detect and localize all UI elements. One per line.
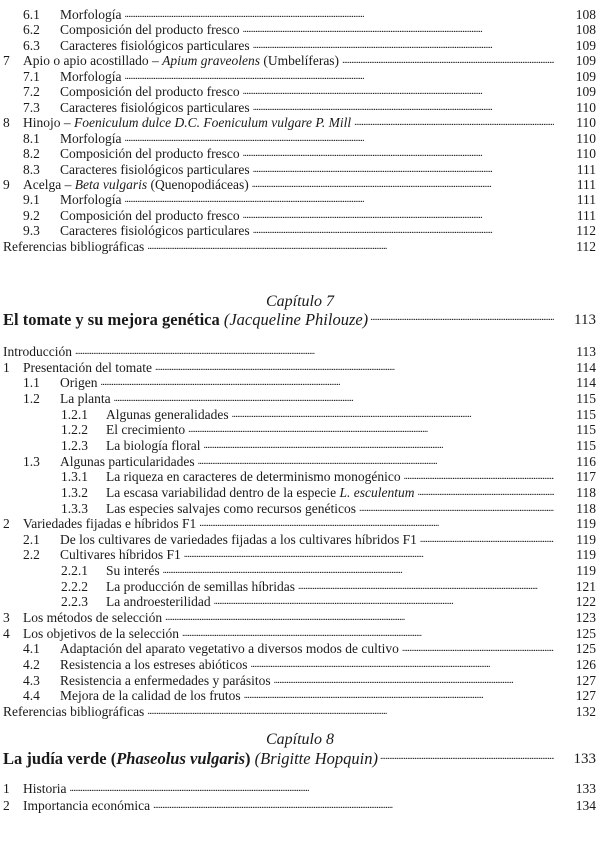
entry-title <box>106 438 554 454</box>
page-number: 115 <box>576 390 596 406</box>
page-number: 111 <box>576 207 596 223</box>
page-number: 121 <box>575 578 596 594</box>
title-segment: Cultivares híbridos F1 <box>60 547 181 563</box>
entry-title <box>23 53 554 69</box>
title-segment: La planta <box>60 390 111 406</box>
entry-number: 1.2.2 <box>61 422 88 438</box>
toc-entry[interactable] <box>0 239 600 255</box>
entry-title <box>106 563 554 579</box>
toc-entry[interactable] <box>0 177 600 193</box>
toc-entry[interactable] <box>0 131 600 147</box>
dot-leader <box>418 485 554 501</box>
entry-title <box>60 657 554 673</box>
entry-number: 8.2 <box>23 146 40 162</box>
toc-entry[interactable] <box>0 69 600 85</box>
toc-entry[interactable] <box>0 162 600 178</box>
toc-entry[interactable] <box>0 454 600 470</box>
page-number: 115 <box>576 406 596 422</box>
entry-title <box>60 192 554 208</box>
dot-leader <box>155 360 554 376</box>
entry-title <box>60 391 554 407</box>
dot-leader <box>354 115 554 131</box>
title-segment: Caracteres fisiológicos particulares <box>60 99 250 115</box>
title-segment: Apium graveolens <box>162 53 260 69</box>
toc-entry[interactable] <box>0 579 600 595</box>
page-number: 110 <box>576 130 596 146</box>
entry-title <box>60 673 554 689</box>
entry-number: 6.3 <box>23 37 40 53</box>
entry-title <box>60 100 554 116</box>
title-segment: Mejora de la calidad de los frutos <box>60 688 241 704</box>
page-number: 119 <box>576 547 596 563</box>
toc-entry[interactable] <box>0 469 600 485</box>
toc-entry[interactable] <box>0 7 600 23</box>
toc-entry[interactable] <box>0 360 600 376</box>
page-number: 109 <box>575 84 596 100</box>
dot-leader <box>250 657 554 673</box>
title-segment: Morfología <box>60 68 122 84</box>
dot-leader <box>252 177 554 193</box>
toc-entry[interactable] <box>0 657 600 673</box>
page-number: 133 <box>575 781 596 796</box>
page-number: 114 <box>576 359 596 375</box>
toc-entry[interactable] <box>0 115 600 131</box>
toc-entry[interactable] <box>0 626 600 642</box>
title-segment: Adaptación del aparato vegetativo a diversos modos de cultivo <box>60 641 399 657</box>
dot-leader <box>370 310 554 330</box>
dot-leader <box>75 344 554 360</box>
chapter-page-number: 133 <box>573 751 596 767</box>
chapter-label: Capítulo 7 <box>265 293 334 310</box>
page-number: 116 <box>576 453 596 469</box>
entry-title <box>106 422 554 438</box>
page-number: 126 <box>575 657 596 672</box>
entry-title <box>106 501 554 517</box>
chapter-title <box>3 310 554 330</box>
title-segment: El crecimiento <box>106 422 186 438</box>
title-segment: Caracteres fisiológicos particulares <box>60 223 250 239</box>
chapter-label: Capítulo 8 <box>265 731 334 748</box>
toc-entry[interactable] <box>0 208 600 224</box>
page-number: 109 <box>575 37 596 53</box>
title-segment: Phaseolus vulgaris <box>116 749 246 768</box>
title-segment: ) <box>245 749 251 768</box>
title-segment: (Umbelíferas) <box>259 53 340 69</box>
page-number: 125 <box>575 641 596 657</box>
entry-title <box>23 115 554 131</box>
entry-number: 2.2.1 <box>61 563 88 579</box>
page-number: 112 <box>576 223 596 239</box>
title-segment: Referencias bibliográficas <box>3 238 145 254</box>
entry-number: 4.1 <box>23 641 40 657</box>
entry-title <box>60 22 554 38</box>
dot-leader <box>420 532 554 548</box>
dot-leader <box>214 594 554 610</box>
title-segment: Algunas particularidades <box>60 453 195 469</box>
page-number: 119 <box>576 516 596 532</box>
page-number: 115 <box>576 437 596 453</box>
dot-leader <box>243 84 554 100</box>
dot-leader <box>70 781 555 797</box>
entry-number: 2.2.3 <box>61 594 88 610</box>
entry-number: 3 <box>3 610 10 626</box>
page-number: 134 <box>575 797 596 813</box>
chapter-title <box>3 749 554 769</box>
entry-number: 1.3 <box>23 453 40 469</box>
entry-title <box>60 208 554 224</box>
title-segment: Las especies salvajes como recursos genéticos <box>106 500 357 516</box>
toc-entry[interactable] <box>0 547 600 563</box>
entry-number: 2 <box>3 516 10 532</box>
entry-number: 6.2 <box>23 22 40 38</box>
dot-leader <box>404 469 554 485</box>
title-segment: Caracteres fisiológicos particulares <box>60 37 250 53</box>
entry-title <box>60 38 554 54</box>
dot-leader <box>380 749 554 769</box>
title-segment: Morfología <box>60 130 122 146</box>
dot-leader <box>253 38 554 54</box>
dot-leader <box>125 131 555 147</box>
chapter-title-entry[interactable] <box>3 749 600 769</box>
entry-number: 7.3 <box>23 99 40 115</box>
entry-title <box>23 360 554 376</box>
dot-leader <box>359 501 554 517</box>
toc-entry[interactable] <box>0 610 600 626</box>
dot-leader <box>125 7 555 23</box>
toc-entry[interactable] <box>0 704 600 720</box>
entry-number: 4.4 <box>23 688 40 704</box>
dot-leader <box>253 162 554 178</box>
entry-number: 9.1 <box>23 192 40 208</box>
entry-number: 6.1 <box>23 7 40 22</box>
title-segment: Composición del producto fresco <box>60 207 240 223</box>
dot-leader <box>298 579 554 595</box>
dot-leader <box>188 422 554 438</box>
toc-entry[interactable] <box>0 641 600 657</box>
entry-title <box>106 469 554 485</box>
entry-title <box>3 239 554 255</box>
entry-number: 1.3.1 <box>61 469 88 485</box>
entry-title <box>3 344 554 360</box>
toc-entry[interactable] <box>0 407 600 423</box>
entry-title <box>60 223 554 239</box>
entry-number: 2.2.2 <box>61 578 88 594</box>
dot-leader <box>203 438 554 454</box>
entry-title <box>23 516 554 532</box>
page-number: 119 <box>576 531 596 547</box>
title-segment: (Quenopodiáceas) <box>147 176 249 192</box>
title-segment: Su interés <box>106 563 160 579</box>
entry-number: 7 <box>3 53 10 69</box>
dot-leader <box>125 192 555 208</box>
page-number: 127 <box>575 688 596 704</box>
toc-entry[interactable] <box>0 798 600 814</box>
title-segment: Apio o apio acostillado – <box>23 53 163 69</box>
toc-entry[interactable] <box>0 100 600 116</box>
entry-number: 8.1 <box>23 130 40 146</box>
title-segment: (Brigitte Hopquin) <box>250 749 378 768</box>
title-segment: La producción de semillas híbridas <box>106 578 295 594</box>
page-number: 123 <box>575 610 596 626</box>
title-segment: Composición del producto fresco <box>60 84 240 100</box>
entry-number: 1.1 <box>23 375 40 391</box>
page-number: 110 <box>576 115 596 131</box>
entry-number: 7.2 <box>23 84 40 100</box>
entry-title <box>23 610 554 626</box>
toc-entry[interactable] <box>0 438 600 454</box>
entry-title <box>106 594 554 610</box>
title-segment: L. esculentum <box>339 484 415 500</box>
entry-title <box>106 407 554 423</box>
dot-leader <box>342 53 554 69</box>
page-number: 125 <box>575 625 596 641</box>
title-segment: Origen <box>60 375 98 391</box>
dot-leader <box>199 516 554 532</box>
dot-leader <box>165 610 554 626</box>
entry-number: 4 <box>3 625 10 641</box>
entry-number: 1.3.3 <box>61 500 88 516</box>
entry-number: 2.1 <box>23 531 40 547</box>
title-segment: Algunas generalidades <box>106 406 229 422</box>
page-number: 132 <box>575 703 596 719</box>
toc-entry[interactable] <box>0 344 600 360</box>
page-number: 111 <box>576 192 596 208</box>
entry-title <box>60 84 554 100</box>
page-number: 118 <box>576 500 596 516</box>
title-segment: Presentación del tomate <box>23 359 152 375</box>
toc-entry[interactable] <box>0 391 600 407</box>
toc-entry[interactable] <box>0 53 600 69</box>
title-segment: Resistencia a enfermedades y parásitos <box>60 672 271 688</box>
dot-leader <box>163 563 554 579</box>
title-segment: Resistencia a los estreses abióticos <box>60 657 248 672</box>
entry-title <box>60 69 554 85</box>
toc-entry[interactable] <box>0 22 600 38</box>
chapter-title-entry[interactable] <box>3 310 600 330</box>
title-segment: La riqueza en caracteres de determinismo monogénico <box>106 469 401 485</box>
page-number: 119 <box>576 563 596 579</box>
dot-leader <box>182 626 554 642</box>
page-number: 122 <box>575 594 596 610</box>
entry-title <box>60 532 554 548</box>
entry-number: 2 <box>3 797 10 813</box>
page-number: 108 <box>575 22 596 38</box>
toc-entry[interactable] <box>0 485 600 501</box>
entry-number: 4.3 <box>23 672 40 688</box>
dot-leader <box>153 798 554 814</box>
dot-leader <box>243 208 554 224</box>
dot-leader <box>184 547 554 563</box>
entry-number: 1 <box>3 359 10 375</box>
toc-entry[interactable] <box>0 673 600 689</box>
page-number: 127 <box>575 672 596 688</box>
title-segment: Acelga – <box>23 176 75 192</box>
title-segment: Importancia económica <box>23 797 151 813</box>
entry-number: 1.2.3 <box>61 437 88 453</box>
page-number: 114 <box>576 375 596 391</box>
dot-leader <box>198 454 554 470</box>
entry-number: 1 <box>3 781 10 796</box>
page-number: 111 <box>576 176 596 192</box>
title-segment: Variedades fijadas e híbridos F1 <box>23 516 197 532</box>
title-segment: La judía verde ( <box>3 749 117 768</box>
page-number: 110 <box>576 99 596 115</box>
title-segment: (Jacqueline Philouze) <box>219 310 369 329</box>
entry-number: 1.3.2 <box>61 484 88 500</box>
entry-title <box>23 626 554 642</box>
entry-number: 9 <box>3 176 10 192</box>
title-segment: Morfología <box>60 192 122 208</box>
page-number: 112 <box>576 238 596 254</box>
page-number: 113 <box>576 344 596 359</box>
entry-number: 9.2 <box>23 207 40 223</box>
chapter-page-number: 113 <box>574 312 596 328</box>
entry-number: 1.2 <box>23 390 40 406</box>
page-number: 111 <box>576 161 596 177</box>
page-number: 117 <box>576 469 596 485</box>
entry-title <box>23 798 554 814</box>
dot-leader <box>147 704 554 720</box>
title-segment: Introducción <box>3 344 72 359</box>
entry-number: 7.1 <box>23 68 40 84</box>
title-segment: Hinojo – <box>23 115 75 131</box>
entry-title <box>60 454 554 470</box>
title-segment: De los cultivares de variedades fijadas a los cultivares híbridos F1 <box>60 531 417 547</box>
title-segment: Composición del producto fresco <box>60 22 240 38</box>
entry-title <box>60 162 554 178</box>
toc-entry[interactable] <box>0 688 600 704</box>
dot-leader <box>243 146 554 162</box>
dot-leader <box>232 407 554 423</box>
toc-entry[interactable] <box>0 223 600 239</box>
toc-entry[interactable] <box>0 422 600 438</box>
entry-title <box>106 579 554 595</box>
entry-title <box>60 688 554 704</box>
toc-entry[interactable] <box>0 563 600 579</box>
toc-entry[interactable] <box>0 501 600 517</box>
toc-entry[interactable] <box>0 192 600 208</box>
dot-leader <box>253 100 554 116</box>
page-number: 118 <box>576 484 596 500</box>
entry-title <box>60 547 554 563</box>
page-number: 115 <box>576 422 596 438</box>
page-number: 109 <box>575 53 596 69</box>
title-segment: Referencias bibliográficas <box>3 703 145 719</box>
entry-number: 4.2 <box>23 657 40 672</box>
entry-number: 8.3 <box>23 161 40 177</box>
dot-leader <box>244 688 554 704</box>
dot-leader <box>243 22 554 38</box>
dot-leader <box>402 641 554 657</box>
title-segment: Composición del producto fresco <box>60 146 240 162</box>
toc-entry[interactable] <box>0 532 600 548</box>
dot-leader <box>101 375 555 391</box>
entry-title <box>60 131 554 147</box>
dot-leader <box>114 391 554 407</box>
entry-number: 2.2 <box>23 547 40 563</box>
entry-title <box>60 641 554 657</box>
page-number: 109 <box>575 68 596 84</box>
toc-entry[interactable] <box>0 84 600 100</box>
toc-entry[interactable] <box>0 781 600 797</box>
title-segment: Los métodos de selección <box>23 610 163 626</box>
dot-leader <box>274 673 554 689</box>
dot-leader <box>147 239 554 255</box>
toc-entry[interactable] <box>0 146 600 162</box>
title-segment: Beta vulgaris <box>74 176 148 192</box>
title-segment: Foeniculum dulce D.C. Foeniculum vulgare P. Mill <box>74 115 352 131</box>
entry-number: 8 <box>3 115 10 131</box>
entry-title <box>60 375 554 391</box>
dot-leader <box>125 69 555 85</box>
entry-number: 9.3 <box>23 223 40 239</box>
toc-entry[interactable] <box>0 375 600 391</box>
title-segment: La escasa variabilidad dentro de la especie <box>106 484 340 500</box>
entry-title <box>60 146 554 162</box>
toc-entry[interactable] <box>0 38 600 54</box>
title-segment: El tomate y su mejora genética <box>3 310 220 329</box>
entry-title <box>106 485 554 501</box>
title-segment: Historia <box>23 781 67 796</box>
entry-title <box>23 781 554 797</box>
title-segment: La biología floral <box>106 437 201 453</box>
entry-number: 1.2.1 <box>61 406 88 422</box>
toc-entry[interactable] <box>0 594 600 610</box>
page-number: 108 <box>575 7 596 22</box>
entry-title <box>3 704 554 720</box>
title-segment: Los objetivos de la selección <box>23 625 179 641</box>
entry-title <box>23 177 554 193</box>
toc-entry[interactable] <box>0 516 600 532</box>
title-segment: Morfología <box>60 7 122 22</box>
title-segment: Caracteres fisiológicos particulares <box>60 161 250 177</box>
title-segment: La androesterilidad <box>106 594 211 610</box>
entry-title <box>60 7 554 23</box>
dot-leader <box>253 223 554 239</box>
page-number: 110 <box>576 146 596 162</box>
